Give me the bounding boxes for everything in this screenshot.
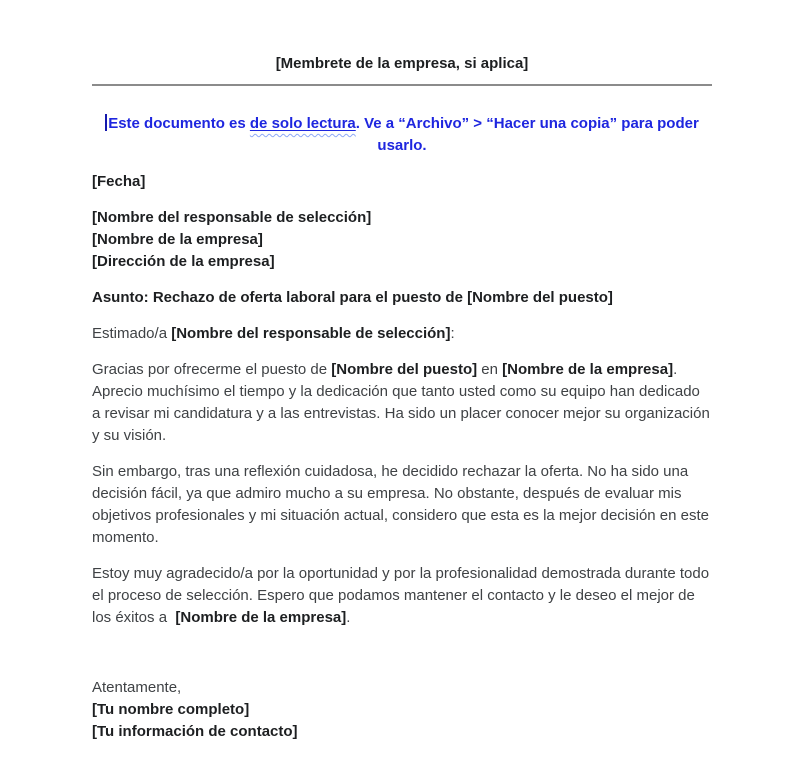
text-run: Estoy muy agradecido/a por la oportunidad y por la profesionalidad demostrada durante todo el proceso de selección. Espero que podamos mantener el contacto y le deseo el mejor de los éxitos a <box>92 565 714 626</box>
bold-placeholder-text: [Nombre de la empresa] <box>502 361 674 378</box>
readonly-notice[interactable] <box>100 113 704 157</box>
paragraph-thanks[interactable] <box>92 359 712 447</box>
paragraph-gratitude[interactable] <box>92 563 712 629</box>
date-line[interactable] <box>92 171 712 193</box>
text-run: Sin embargo, tras una reflexión cuidadosa, he decidido rechazar la oferta. No ha sido una decisión fácil, ya que admiro mucho a su empresa. No obstante, después de evaluar mis objetivos profesionales y mi situación actual, considero que esta es la mejor decisión en este momento. <box>92 463 714 546</box>
bold-placeholder-text: [Nombre de la empresa] <box>92 231 263 248</box>
grammar-squiggle <box>250 115 356 132</box>
text-run: : <box>450 325 455 342</box>
bold-placeholder-text: [Dirección de la empresa] <box>92 253 275 270</box>
bold-placeholder-text: [Nombre del responsable de selección] <box>92 209 372 226</box>
text-run: Estimado/a <box>92 325 172 342</box>
bold-placeholder-text: [Nombre del puesto] <box>331 361 478 378</box>
signature-block[interactable] <box>92 677 712 743</box>
notice-text-start: Este documento es <box>108 115 250 132</box>
text-run: Atentamente, <box>92 679 182 696</box>
paragraph-decline[interactable] <box>92 461 712 549</box>
bold-placeholder-text: [Tu información de contacto] <box>92 723 298 740</box>
subject-line[interactable] <box>92 287 712 309</box>
greeting-line[interactable] <box>92 323 712 345</box>
letterhead-placeholder[interactable]: [Membrete de la empresa, si aplica] <box>275 55 529 72</box>
bold-placeholder-text: [Tu nombre completo] <box>92 701 250 718</box>
bold-placeholder-text: [Fecha] <box>92 173 146 190</box>
recipient-block[interactable] <box>92 207 712 273</box>
divider-rule <box>92 84 712 86</box>
text-run: en <box>477 361 503 378</box>
bold-placeholder-text: [Nombre del responsable de selección] <box>171 325 451 342</box>
text-run: . <box>346 609 351 626</box>
text-cursor-caret <box>105 114 107 131</box>
letter-body <box>92 171 712 743</box>
bold-placeholder-text: [Nombre de la empresa] <box>175 609 347 626</box>
text-run: . Aprecio muchísimo el tiempo y la dedicación que tanto usted como su equipo han dedicado a revisar mi candidatura y a las entrevistas. Ha sido un placer conocer mejor su organización y su visión. <box>92 361 714 444</box>
bold-placeholder-text: Asunto: Rechazo de oferta laboral para el puesto de [Nombre del puesto] <box>92 289 613 306</box>
text-run: Gracias por ofrecerme el puesto de <box>92 361 332 378</box>
notice-underlined-text: de solo lectura <box>249 115 356 132</box>
notice-text-end: . Ve a “Archivo” > “Hacer una copia” para poder usarlo. <box>355 115 699 154</box>
